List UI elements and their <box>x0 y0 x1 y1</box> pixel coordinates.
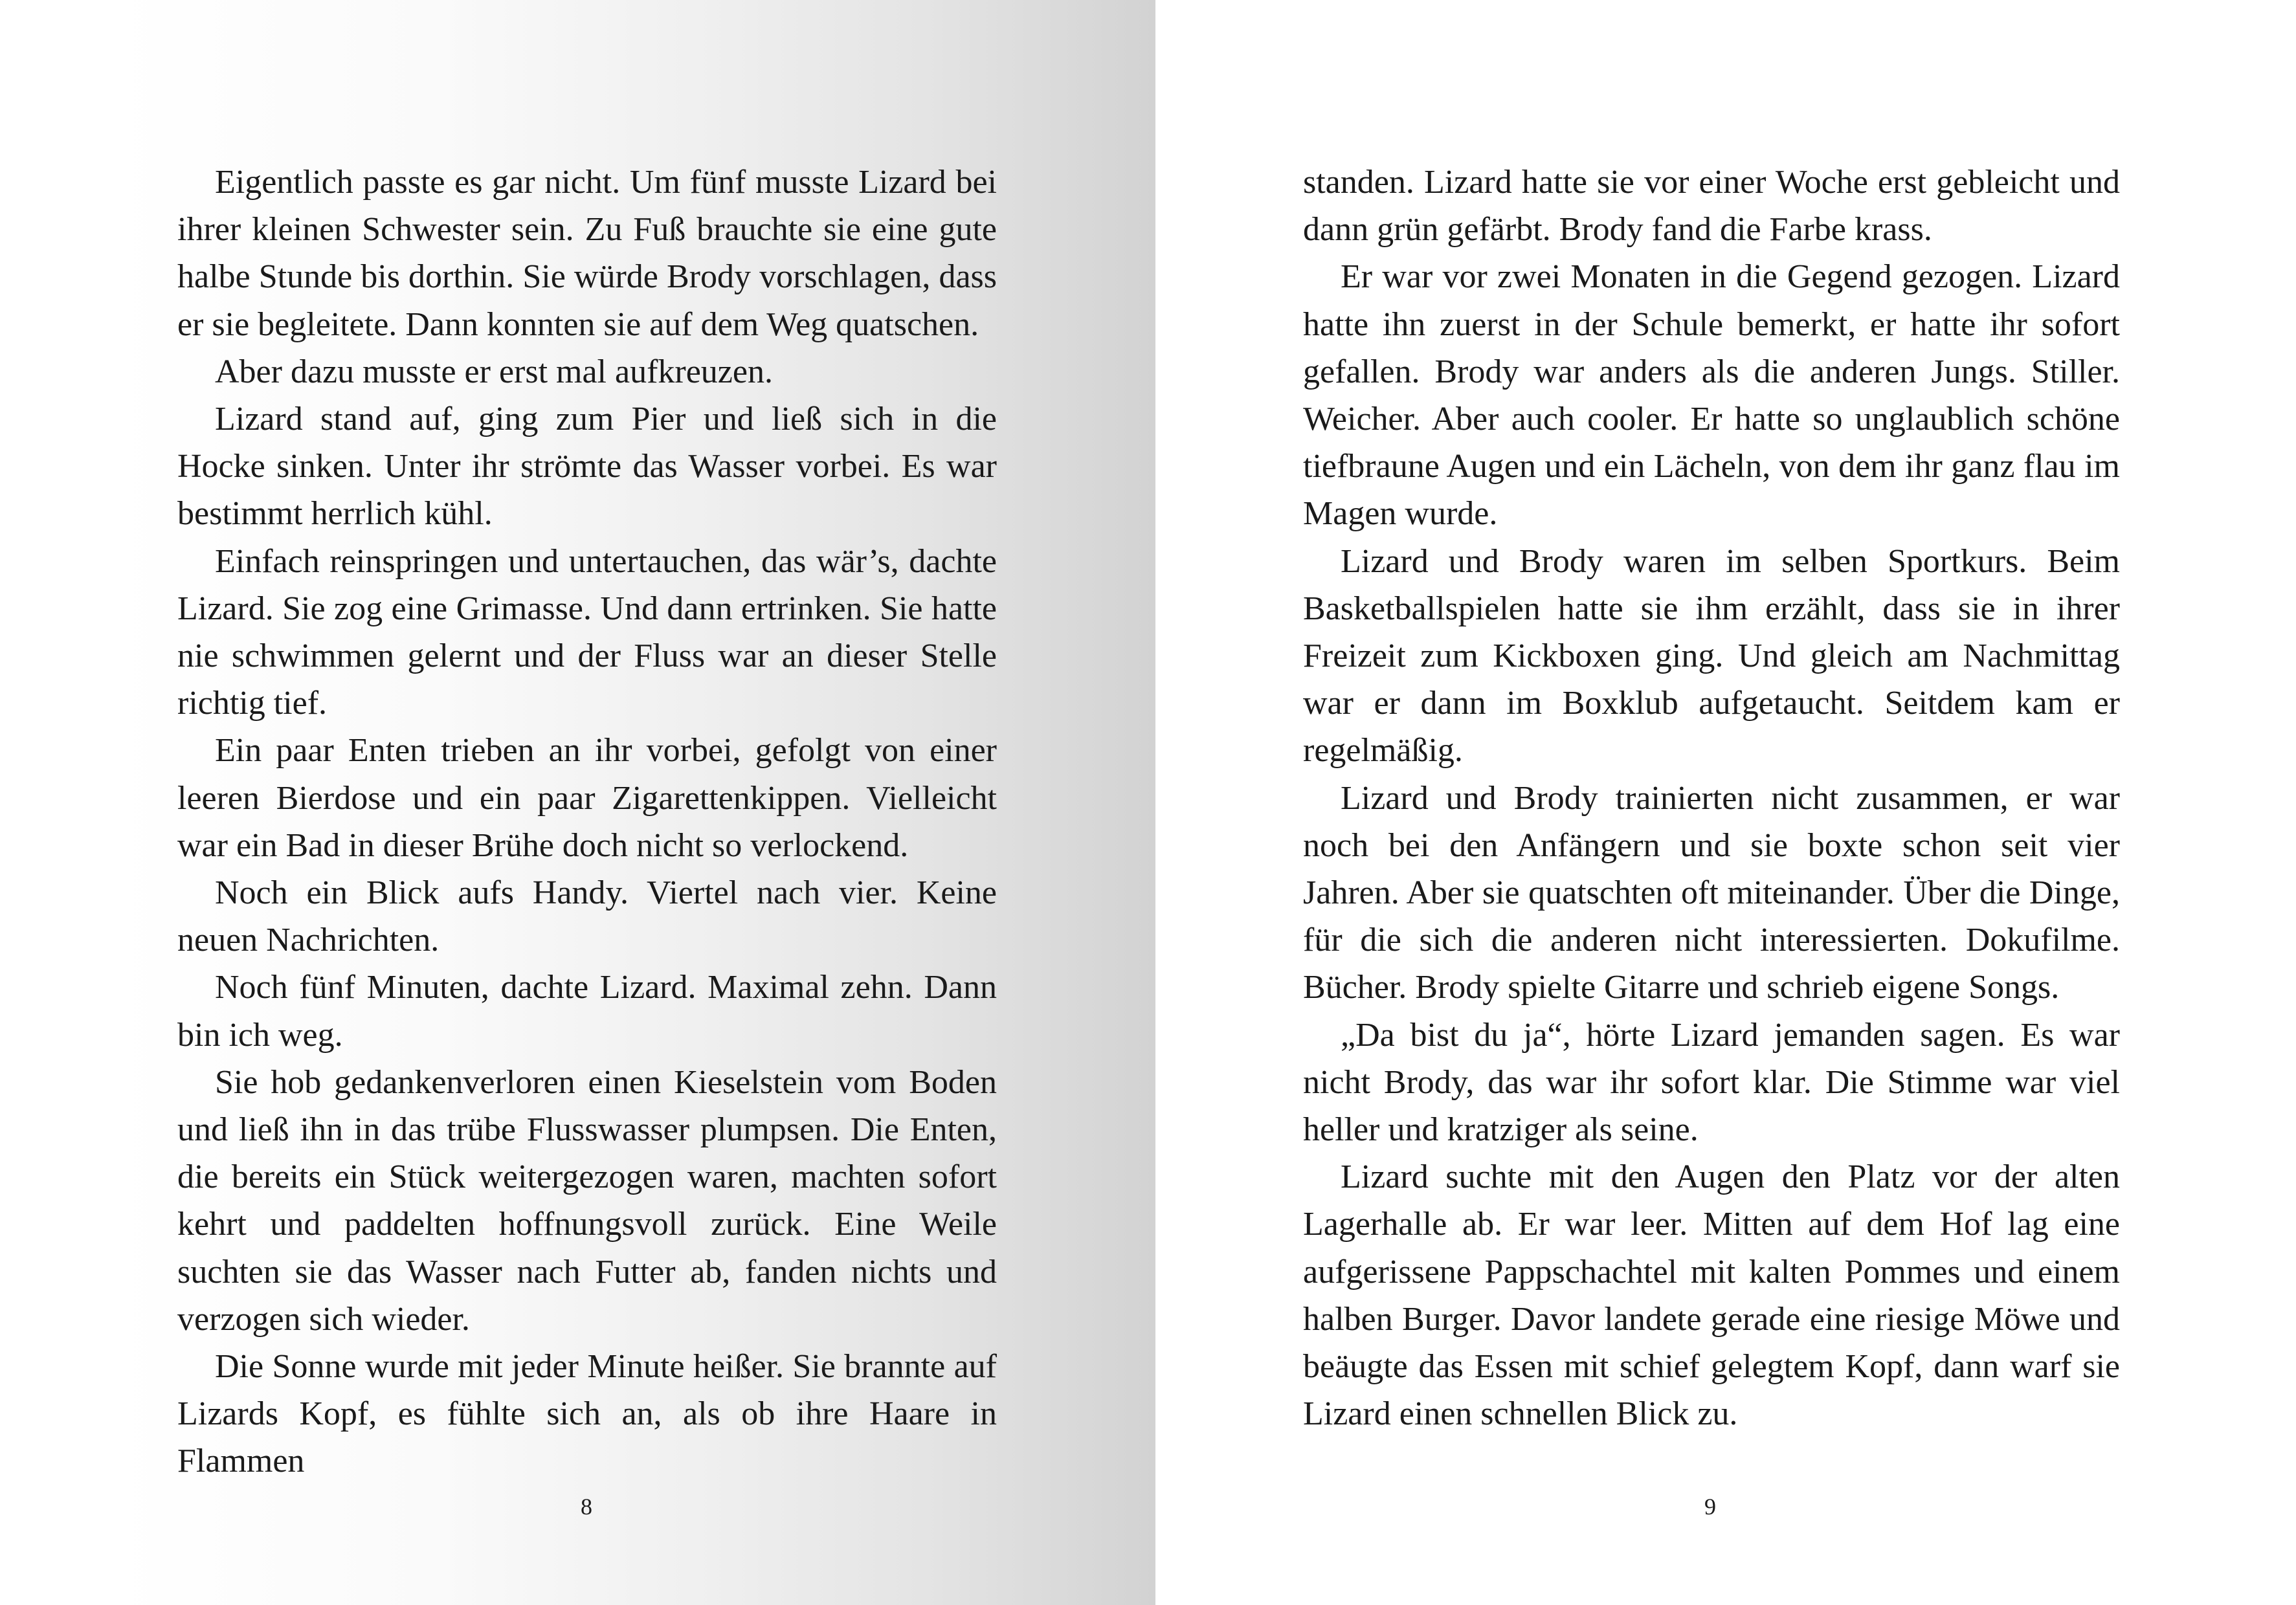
page-number-right: 9 <box>1704 1494 1716 1520</box>
right-page-text <box>1303 159 2120 1437</box>
paragraph: Lizard und Brody trainierten nicht zusammen, er war noch bei den Anfängern und sie boxte schon seit vier Jahren. Aber sie quatschten oft miteinander. Über die Dinge, für die sich die anderen nicht interessierten. Dokufilme. Bücher. Brody spielte Gitarre und schrieb eigene Songs. <box>1303 779 2120 1006</box>
left-page-text <box>177 159 997 1485</box>
paragraph: Noch fünf Minuten, dachte Lizard. Maximal zehn. Dann bin ich weg. <box>177 969 997 1054</box>
paragraph: Sie hob gedankenverloren einen Kieselstein vom Boden und ließ ihn in das trübe Flusswasser plumpsen. Die Enten, die bereits ein Stück weitergezogen waren, machten sofort kehrt und paddelten hoffnungsvoll zurück. Eine Weile suchten sie das Wasser nach Futter ab, fanden nichts und verzogen sich wieder. <box>177 1063 997 1338</box>
paragraph: Er war vor zwei Monaten in die Gegend gezogen. Lizard hatte ihn zuerst in der Schule bemerkt, er hatte ihr sofort gefallen. Brody war anders als die anderen Jungs. Stiller. Weicher. Aber auch cooler. Er hatte so unglaublich schöne tiefbraune Augen und ein Lächeln, von dem ihr ganz flau im Magen wurde. <box>1303 258 2120 533</box>
paragraph: Einfach reinspringen und untertauchen, das wär’s, dachte Lizard. Sie zog eine Grimasse. Und dann ertrinken. Sie hatte nie schwimmen gelernt und der Fluss war an dieser Stelle richtig tief. <box>177 542 997 722</box>
paragraph: Eigentlich passte es gar nicht. Um fünf musste Lizard bei ihrer kleinen Schwester sein. Zu Fuß brauchte sie eine gute halbe Stunde bis dorthin. Sie würde Brody vorschlagen, dass er sie begleitete. Dann konnten sie auf dem Weg quatschen. <box>177 164 997 343</box>
paragraph: Lizard und Brody waren im selben Sportkurs. Beim Basketballspielen hatte sie ihm erzählt, dass sie in ihrer Freizeit zum Kickboxen ging. Und gleich am Nachmittag war er dann im Boxklub aufgetaucht. Seitdem kam er regelmäßig. <box>1303 542 2120 769</box>
right-page <box>1155 0 2296 1605</box>
paragraph: „Da bist du ja“, hörte Lizard jemanden sagen. Es war nicht Brody, das war ihr sofort klar. Die Stimme war viel heller und kratziger als seine. <box>1303 1016 2120 1149</box>
paragraph: Lizard stand auf, ging zum Pier und ließ sich in die Hocke sinken. Unter ihr strömte das Wasser vorbei. Es war bestimmt herrlich kühl. <box>177 401 997 533</box>
paragraph-continuation: standen. Lizard hatte sie vor einer Woche erst gebleicht und dann grün gefärbt. Brody fand die Farbe krass. <box>1303 164 2120 249</box>
paragraph: Noch ein Blick aufs Handy. Viertel nach vier. Keine neuen Nachrichten. <box>177 874 997 959</box>
paragraph: Die Sonne wurde mit jeder Minute heißer. Sie brannte auf Lizards Kopf, es fühlte sich an, als ob ihre Haare in Flammen <box>177 1348 997 1480</box>
paragraph: Ein paar Enten trieben an ihr vorbei, gefolgt von einer leeren Bierdose und ein paar Zigarettenkippen. Vielleicht war ein Bad in dieser Brühe doch nicht so verlockend. <box>177 732 997 864</box>
paragraph: Lizard suchte mit den Augen den Platz vor der alten Lagerhalle ab. Er war leer. Mitten auf dem Hof lag eine aufgerissene Pappschachtel mit kalten Pommes und einem halben Burger. Davor landete gerade eine riesige Möwe und beäugte das Essen mit schief gelegtem Kopf, dann warf sie Lizard einen schnellen Blick zu. <box>1303 1158 2120 1433</box>
page-number-left: 8 <box>581 1494 592 1520</box>
paragraph: Aber dazu musste er erst mal aufkreuzen. <box>215 353 773 390</box>
